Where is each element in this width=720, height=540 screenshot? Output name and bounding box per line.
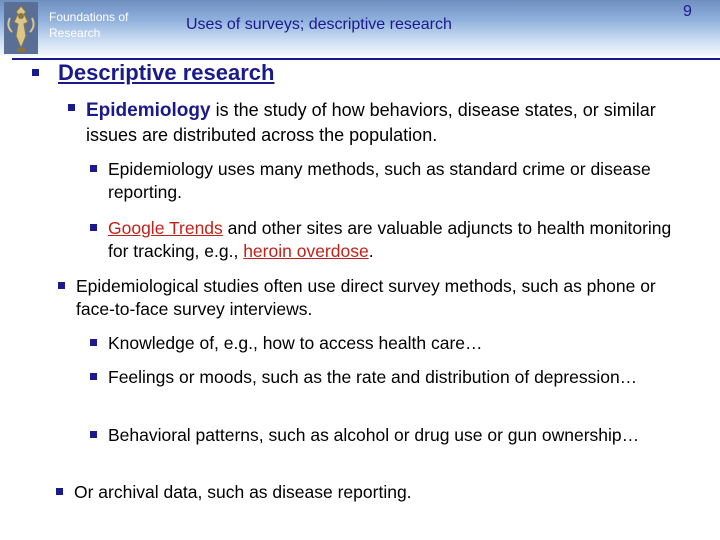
slide-header: [0, 0, 720, 56]
bullet-epidemiology: [86, 98, 686, 147]
bullet-archival-data: Or archival data, such as disease reporting.: [74, 482, 412, 502]
section-heading: Descriptive research: [58, 60, 275, 85]
bullet-square-icon: [90, 373, 97, 380]
bullet-square-icon: [90, 431, 97, 438]
page-number: 9: [683, 3, 692, 20]
sub-bullet-end: .: [368, 241, 374, 261]
sub-bullet-text: and other sites are valuable adjuncts to health monitoring for tracking, e.g.,: [108, 218, 672, 261]
crest-logo-icon: [4, 2, 38, 54]
bullet-square-icon: [68, 104, 75, 111]
bullet-square-icon: [90, 165, 97, 172]
sub-bullet-knowledge: Knowledge of, e.g., how to access health care…: [108, 333, 483, 353]
bullet-square-icon: [90, 339, 97, 346]
bullet-square-icon: [32, 69, 39, 76]
google-trends-link[interactable]: Google Trends: [108, 218, 223, 238]
heroin-overdose-link[interactable]: heroin overdose: [243, 241, 369, 261]
sub-bullet-google-trends: [108, 217, 678, 263]
sub-bullet-feelings: Feelings or moods, such as the rate and distribution of depression…: [108, 367, 638, 387]
bullet-square-icon: [90, 224, 97, 231]
sub-bullet-behavioral: Behavioral patterns, such as alcohol or drug use or gun ownership…: [108, 425, 640, 445]
sub-bullet-methods: Epidemiology uses many methods, such as standard crime or disease reporting.: [108, 159, 651, 202]
bullet-survey-methods: Epidemiological studies often use direct survey methods, such as phone or face-to-face survey interviews.: [76, 276, 656, 319]
term-epidemiology: Epidemiology: [86, 100, 211, 121]
definition-text: is the study of how behaviors, disease states, or similar issues are distributed across the population.: [86, 100, 656, 145]
bullet-square-icon: [58, 282, 65, 289]
course-name: Foundations of Research: [49, 10, 129, 40]
bullet-square-icon: [56, 488, 63, 495]
slide-title: Uses of surveys; descriptive research: [186, 16, 452, 33]
